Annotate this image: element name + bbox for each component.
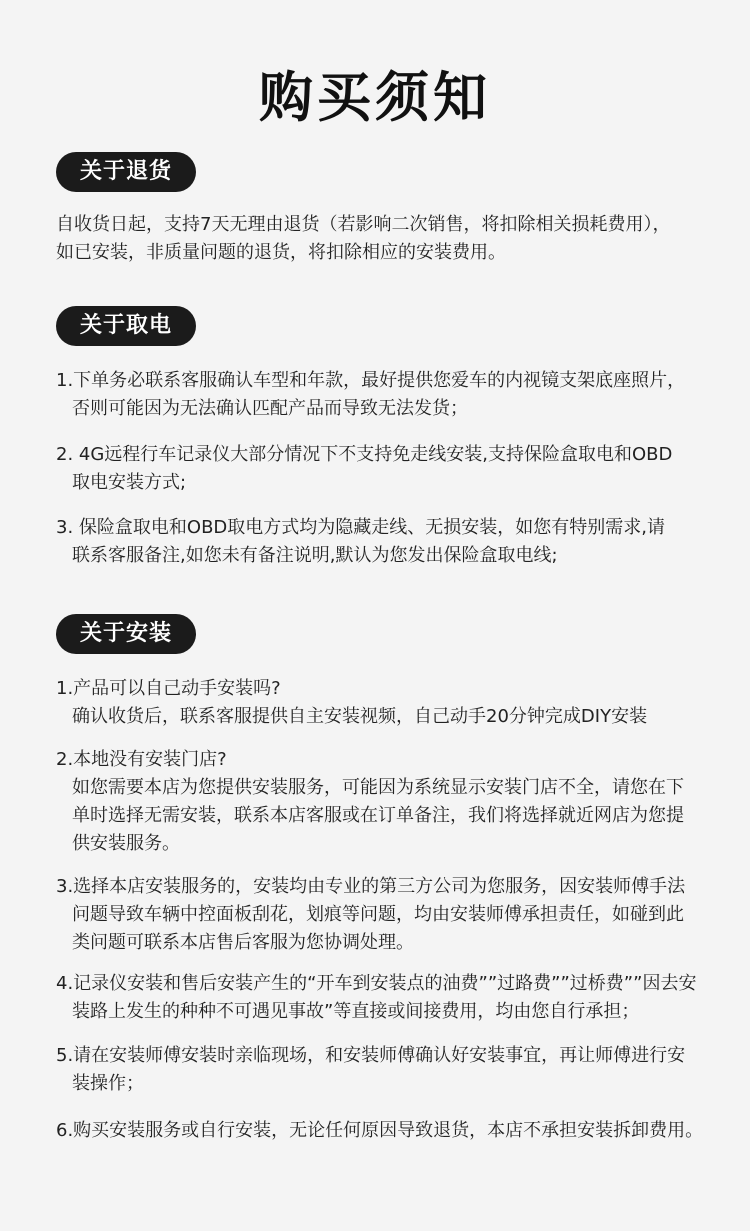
returns-line: 自收货日起，支持7天无理由退货（若影响二次销售，将扣除相关损耗费用），	[56, 214, 671, 235]
power-item-line: 2. 4G远程行车记录仪大部分情况下不支持免走线安装,支持保险盒取电和OBD	[56, 444, 673, 465]
section-heading-install: 关于安装	[56, 614, 196, 654]
install-item-line: 5.请在安装师傅安装时亲临现场，和安装师傅确认好安装事宜，再让师傅进行安	[56, 1045, 686, 1066]
install-item-line: 问题导致车辆中控面板刮花，划痕等问题，均由安装师傅承担责任，如碰到此	[72, 904, 684, 925]
power-item-3	[56, 514, 736, 570]
install-item-line: 2.本地没有安装门店?	[56, 749, 227, 770]
section-power	[56, 306, 726, 346]
section-heading-power: 关于取电	[56, 306, 196, 346]
page-title: 购买须知	[259, 66, 491, 129]
install-item-line: 确认收货后，联系客服提供自主安装视频，自己动手20分钟完成DIY安装	[72, 706, 648, 727]
install-item-line: 装操作；	[72, 1073, 144, 1094]
power-item-line: 否则可能因为无法确认匹配产品而导致无法发货；	[72, 398, 468, 419]
power-item-1	[56, 367, 736, 423]
section-heading-returns: 关于退货	[56, 152, 196, 192]
install-item-line: 6.购买安装服务或自行安装，无论任何原因导致退货，本店不承担安装拆卸费用。	[56, 1120, 704, 1141]
power-item-line: 1.下单务必联系客服确认车型和年款，最好提供您爱车的内视镜支架底座照片，	[56, 370, 686, 391]
power-item-line: 3. 保险盒取电和OBD取电方式均为隐藏走线、无损安装，如您有特别需求,请	[56, 517, 665, 538]
install-item-line: 单时选择无需安装，联系本店客服或在订单备注，我们将选择就近网店为您提	[72, 805, 684, 826]
install-item-line: 装路上发生的种种不可遇见事故”等直接或间接费用，均由您自行承担；	[72, 1001, 640, 1022]
install-item-line: 3.选择本店安装服务的，安装均由专业的第三方公司为您服务，因安装师傅手法	[56, 876, 686, 897]
install-item-line: 类问题可联系本店售后客服为您协调处理。	[72, 932, 414, 953]
install-item-line: 1.产品可以自己动手安装吗?	[56, 678, 281, 699]
install-item-line: 4.记录仪安装和售后安装产生的“开车到安装点的油费””过路费””过桥费””因去安	[56, 973, 697, 994]
returns-text	[56, 211, 736, 267]
power-item-line: 联系客服备注,如您未有备注说明,默认为您发出保险盒取电线;	[72, 545, 558, 566]
section-returns	[56, 152, 726, 192]
install-item-1	[56, 675, 736, 731]
power-item-2	[56, 441, 736, 497]
install-item-2	[56, 746, 736, 858]
install-item-4	[56, 970, 736, 1026]
install-item-5	[56, 1042, 736, 1098]
install-item-line: 如您需要本店为您提供安装服务，可能因为系统显示安装门店不全，请您在下	[72, 777, 684, 798]
power-item-line: 取电安装方式;	[72, 472, 187, 493]
install-item-6	[56, 1117, 736, 1145]
returns-line: 如已安装，非质量问题的退货，将扣除相应的安装费用。	[56, 242, 506, 263]
install-item-line: 供安装服务。	[72, 833, 180, 854]
section-install	[56, 614, 726, 654]
install-item-3	[56, 873, 736, 957]
